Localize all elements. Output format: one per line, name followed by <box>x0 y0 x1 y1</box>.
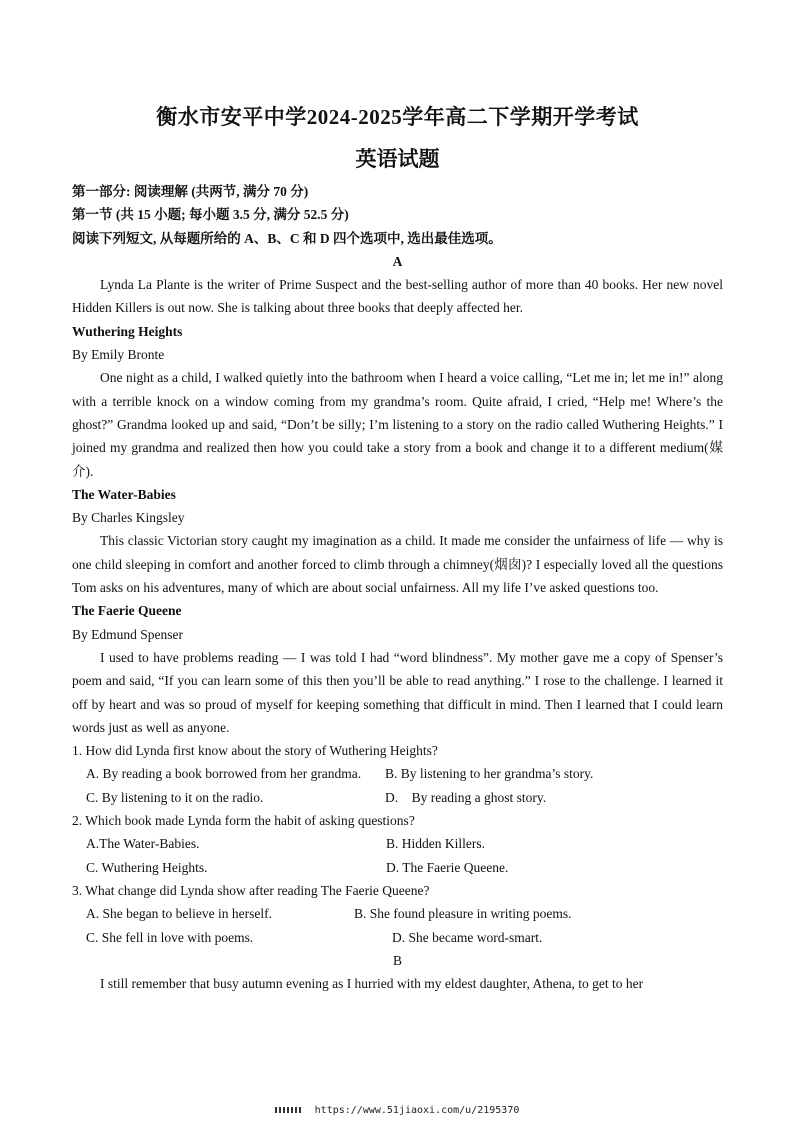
option: B. She found pleasure in writing poems. <box>354 906 572 922</box>
option-row <box>72 856 723 879</box>
option: A. She began to believe in herself. <box>86 906 272 922</box>
page-footer <box>0 1105 794 1116</box>
book-paragraph: One night as a child, I walked quietly into the bathroom when I heard a voice calling, “Let me in; let me in!” along with a terrible knock on a window coming from my grandma’s room. Quite afraid, I cried, “Help me! Where’s the ghost?” Grandma looked up and said, “Don’t be silly; I’m listening to a story on the radio called Wuthering Heights.” I joined my grandma and realized then how you could take a story from a book and change it to a different medium(媒介). <box>72 370 723 479</box>
part-heading: 第一部分: 阅读理解 (共两节, 满分 70 分) <box>72 184 309 199</box>
option-row <box>72 902 723 925</box>
question-stem: 3. What change did Lynda show after reading The Faerie Queene? <box>72 882 430 898</box>
question-stem: 1. How did Lynda first know about the story of Wuthering Heights? <box>72 743 438 759</box>
footer-url[interactable]: https://www.51jiaoxi.com/u/2195370 <box>314 1105 520 1116</box>
option-row <box>72 762 723 785</box>
passage-a-label: A <box>392 253 403 269</box>
book-title: The Water-Babies <box>72 486 176 502</box>
book-author: By Edmund Spenser <box>72 626 183 642</box>
book-title: The Faerie Queene <box>72 603 182 619</box>
passage-b-label: B <box>392 952 402 968</box>
book-paragraph: I used to have problems reading — I was told I had “word blindness”. My mother gave me a copy of Spenser’s poem and said, “If you can learn some of this then you’ll be able to read anything.” I rose to the challenge. I learned it off by heart and was so proud of myself for keeping something that difficult in mind. Then I learned that I could learn words just as well as anyone. <box>72 649 723 735</box>
option-row <box>72 786 723 809</box>
option: D. The Faerie Queene. <box>386 859 509 875</box>
book-paragraph: This classic Victorian story caught my imagination as a child. It made me consider the unfairness of life — why is one child sleeping in comfort and another forced to climb through a chimney(烟囱)? I especially loved all the questions Tom asks on his adventures, many of which are about social unfairness. All my life I’ve asked questions too. <box>72 533 723 596</box>
directions: 阅读下列短文, 从每题所给的 A、B、C 和 D 四个选项中, 选出最佳选项。 <box>72 230 502 246</box>
site-logo-icon <box>275 1107 303 1113</box>
option: D. She became word-smart. <box>392 929 543 945</box>
book-author: By Charles Kingsley <box>72 510 185 526</box>
passage-a-intro: Lynda La Plante is the writer of Prime Suspect and the best-selling author of more than 40 books. Her new novel Hidden Killers is out now. She is talking about three books that deeply affected her. <box>72 277 723 316</box>
question-stem: 2. Which book made Lynda form the habit of asking questions? <box>72 813 415 829</box>
section-heading: 第一节 (共 15 小题; 每小题 3.5 分, 满分 52.5 分) <box>72 207 349 223</box>
option-row <box>72 926 723 949</box>
option: A. By reading a book borrowed from her grandma. <box>86 766 362 782</box>
book-title: Wuthering Heights <box>72 323 183 339</box>
option: B. Hidden Killers. <box>386 836 485 852</box>
book-author: By Emily Bronte <box>72 347 165 363</box>
page-subtitle: 英语试题 <box>355 147 440 171</box>
option: D. By reading a ghost story. <box>385 789 547 805</box>
option: B. By listening to her grandma’s story. <box>385 766 594 782</box>
option: C. By listening to it on the radio. <box>86 789 264 805</box>
option-row <box>72 832 723 855</box>
option: A.The Water-Babies. <box>86 836 200 852</box>
option: C. She fell in love with poems. <box>86 929 254 945</box>
passage-b-intro: I still remember that busy autumn evening as I hurried with my eldest daughter, Athena, to get to her <box>100 976 644 992</box>
exam-page <box>72 100 723 995</box>
page-title: 衡水市安平中学2024-2025学年高二下学期开学考试 <box>156 105 639 129</box>
option: C. Wuthering Heights. <box>86 859 208 875</box>
